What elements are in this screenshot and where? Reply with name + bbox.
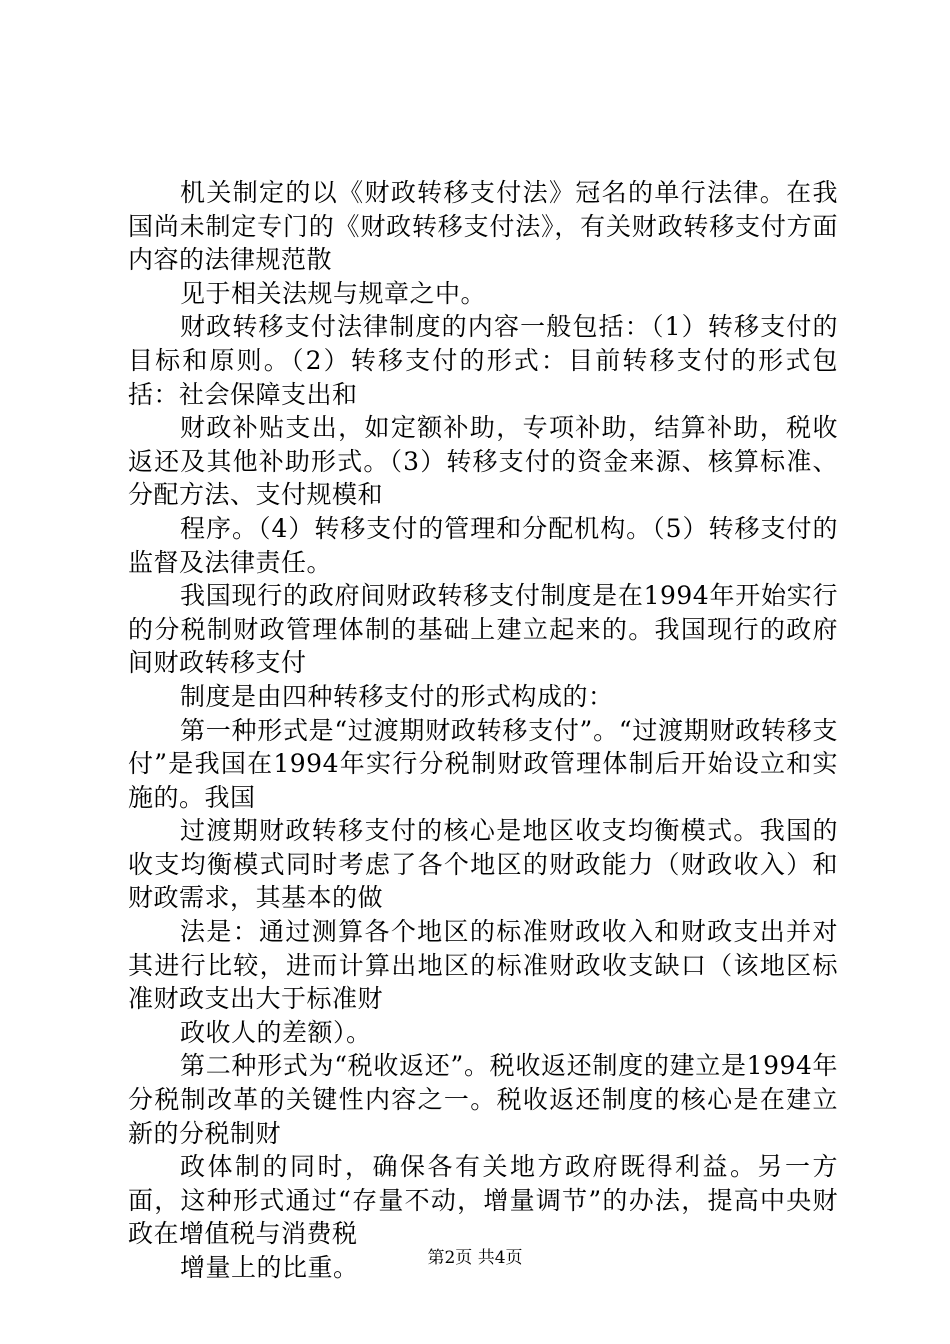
paragraph: 见于相关法规与规章之中。 xyxy=(180,278,487,308)
paragraph: 政收人的差额）。 xyxy=(180,1017,372,1047)
paragraph: 财政补贴支出，如定额补助，专项补助，结算补助，税收返还及其他补助形式。（3）转移支付的资金来源、核算标准、分配方法、支付规模和 xyxy=(128,413,838,510)
paragraph: 第一种形式是“过渡期财政转移支付”。“过渡期财政转移支付”是我国在1994年实行分税制财政管理体制后开始设立和实施的。我国 xyxy=(128,715,838,812)
paragraph: 程序。（4）转移支付的管理和分配机构。（5）转移支付的监督及法律责任。 xyxy=(128,513,838,577)
page-number-footer: 第2页 共4页 xyxy=(427,1248,523,1268)
paragraph: 财政转移支付法律制度的内容一般包括：（1）转移支付的目标和原则。（2）转移支付的形式：目前转移支付的形式包括：社会保障支出和 xyxy=(128,312,838,409)
paragraph: 制度是由四种转移支付的形式构成的： xyxy=(180,681,614,711)
paragraph: 第二种形式为“税收返还”。税收返还制度的建立是1994年分税制改革的关键性内容之一。税收返还制度的核心是在建立新的分税制财 xyxy=(128,1051,838,1148)
paragraph: 增量上的比重。 xyxy=(180,1253,359,1282)
paragraph: 我国现行的政府间财政转移支付制度是在1994年开始实行的分税制财政管理体制的基础上建立起来的。我国现行的政府间财政转移支付 xyxy=(128,581,838,678)
paragraph: 机关制定的以《财政转移支付法》冠名的单行法律。在我国尚未制定专门的《财政转移支付法》，有关财政转移支付方面内容的法律规范散 xyxy=(128,178,838,275)
paragraph: 法是：通过测算各个地区的标准财政收入和财政支出并对其进行比较，进而计算出地区的标准财政收支缺口（该地区标准财政支出大于标准财 xyxy=(128,917,838,1014)
paragraph: 过渡期财政转移支付的核心是地区收支均衡模式。我国的收支均衡模式同时考虑了各个地区的财政能力（财政收入）和财政需求，其基本的做 xyxy=(128,816,838,913)
paragraph: 政体制的同时，确保各有关地方政府既得利益。另一方面，这种形式通过“存量不动，增量调节”的办法，提高中央财政在增值税与消费税 xyxy=(128,1152,838,1249)
body-text xyxy=(128,176,838,1285)
